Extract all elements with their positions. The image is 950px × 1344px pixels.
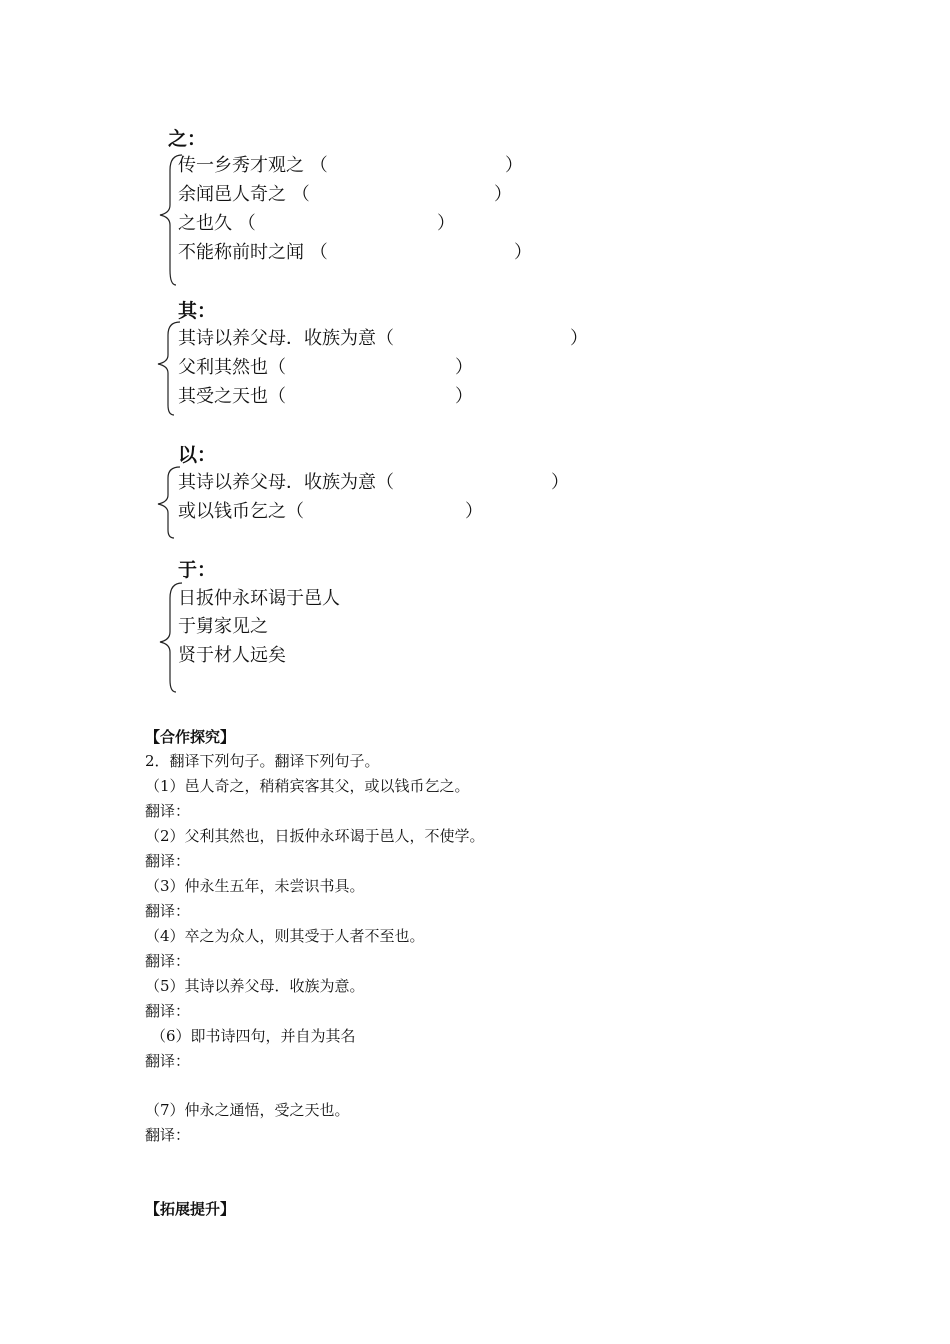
zhi-close-3: ） bbox=[437, 213, 455, 234]
zhi-item-4: 不能称前时之闻 （ bbox=[178, 242, 328, 263]
yi-item-2: 或以钱币乞之（ bbox=[178, 501, 304, 522]
yi-close-1: ） bbox=[551, 472, 569, 493]
zhi-item-1: 传一乡秀才观之 （ bbox=[178, 155, 328, 176]
yu-item-3: 贤于材人远矣 bbox=[178, 645, 286, 666]
translate-label-1: 翻译： bbox=[145, 802, 191, 820]
qi-item-1: 其诗以养父母．收族为意（ bbox=[178, 328, 394, 349]
yu-item-1: 日扳仲永环谒于邑人 bbox=[178, 588, 340, 609]
qi-close-2: ） bbox=[455, 357, 473, 378]
brace-yi bbox=[158, 467, 180, 538]
group-title-yu: 于： bbox=[178, 559, 217, 581]
brace-qi bbox=[158, 322, 180, 415]
sentence-4: （4）卒之为众人，则其受于人者不至也。 bbox=[145, 927, 425, 945]
sentence-7: （7）仲永之通悟，受之天也。 bbox=[145, 1101, 350, 1119]
sentence-5: （5）其诗以养父母．收族为意。 bbox=[145, 977, 365, 995]
exercise-intro: 2．翻译下列句子。翻译下列句子。 bbox=[145, 752, 380, 770]
qi-item-2: 父利其然也（ bbox=[178, 357, 286, 378]
group-title-qi: 其： bbox=[178, 300, 217, 322]
zhi-close-2: ） bbox=[494, 184, 512, 205]
sentence-3: （3）仲永生五年，未尝识书具。 bbox=[145, 877, 365, 895]
section-heading-cooperation: 【合作探究】 bbox=[145, 728, 236, 746]
sentence-1: （1）邑人奇之，稍稍宾客其父，或以钱币乞之。 bbox=[145, 777, 470, 795]
qi-close-3: ） bbox=[455, 386, 473, 407]
sentence-6: （6）即书诗四句，并自为其名 bbox=[151, 1027, 356, 1045]
zhi-item-3: 之也久 （ bbox=[178, 213, 256, 234]
group-title-zhi: 之： bbox=[168, 128, 207, 150]
zhi-close-4: ） bbox=[514, 242, 532, 263]
yu-item-2: 于舅家见之 bbox=[178, 616, 268, 637]
translate-label-2: 翻译： bbox=[145, 852, 191, 870]
sentence-2: （2）父利其然也，日扳仲永环谒于邑人，不使学。 bbox=[145, 827, 485, 845]
qi-item-3: 其受之天也（ bbox=[178, 386, 286, 407]
qi-close-1: ） bbox=[570, 328, 588, 349]
zhi-close-1: ） bbox=[505, 155, 523, 176]
yi-item-1: 其诗以养父母．收族为意（ bbox=[178, 472, 394, 493]
translate-label-5: 翻译： bbox=[145, 1002, 191, 1020]
translate-label-6: 翻译： bbox=[145, 1052, 191, 1070]
translate-label-4: 翻译： bbox=[145, 952, 191, 970]
yi-close-2: ） bbox=[465, 501, 483, 522]
section-heading-extension: 【拓展提升】 bbox=[145, 1200, 236, 1218]
translate-label-3: 翻译： bbox=[145, 902, 191, 920]
zhi-item-2: 余闻邑人奇之 （ bbox=[178, 184, 310, 205]
translate-label-7: 翻译： bbox=[145, 1126, 191, 1144]
group-title-yi: 以： bbox=[178, 444, 217, 466]
